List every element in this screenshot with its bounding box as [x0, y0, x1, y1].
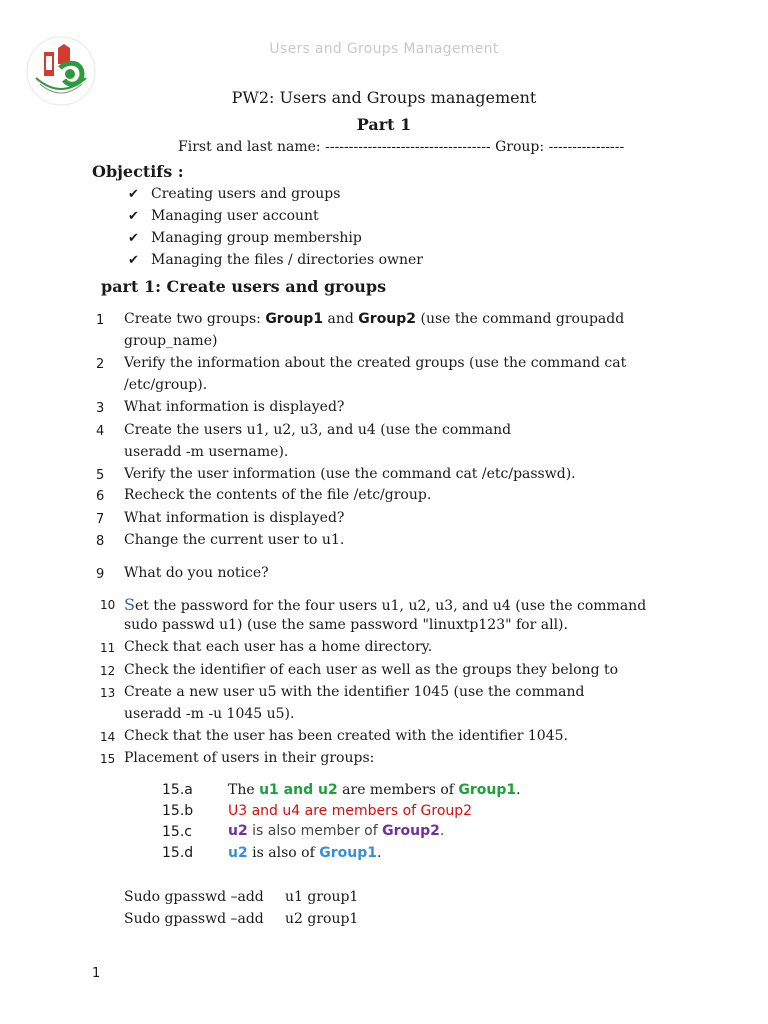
- step-text-cont: sudo passwd u1) (use the same password "linuxtp123" for all).: [124, 617, 568, 633]
- step-text: Set the password for the four users u1, u2, u3, and u4 (use the command: [124, 595, 647, 614]
- substep-text: u2 is also member of Group2.: [228, 823, 445, 839]
- page-header-title: Users and Groups Management: [269, 41, 499, 57]
- step-text: What information is displayed?: [124, 399, 345, 415]
- step-number: 12: [100, 664, 116, 678]
- step-text: What do you notice?: [124, 565, 269, 581]
- step-number: 6: [96, 489, 105, 504]
- objective-item: [128, 186, 340, 202]
- step-number: 13: [100, 686, 116, 700]
- step-text-cont: useradd -m username).: [124, 444, 289, 460]
- step-number: 15: [100, 752, 116, 766]
- objective-item: [128, 230, 362, 246]
- checkmark-icon: ✔: [128, 253, 139, 268]
- step-number: 14: [100, 730, 116, 744]
- objective-item: [128, 208, 319, 224]
- substep-number: 15.c: [162, 824, 192, 840]
- step-number: 3: [96, 401, 105, 416]
- step-number: 11: [100, 641, 116, 655]
- checkmark-icon: ✔: [128, 209, 139, 224]
- objectifs-heading: Objectifs :: [92, 162, 184, 181]
- command-line: Sudo gpasswd –add u2 group1: [124, 911, 359, 927]
- step-text: Verify the user information (use the command cat /etc/passwd).: [124, 466, 576, 482]
- objective-text: Managing user account: [151, 208, 319, 224]
- step-number: 7: [96, 512, 105, 527]
- section-heading: part 1: Create users and groups: [101, 277, 387, 296]
- substep-text: U3 and u4 are members of Group2: [228, 803, 473, 819]
- step-text-cont: /etc/group).: [124, 377, 208, 393]
- part-label: Part 1: [356, 115, 412, 134]
- step-text: Create a new user u5 with the identifier 1045 (use the command: [124, 684, 585, 700]
- step-number: 8: [96, 534, 105, 549]
- step-number: 4: [96, 424, 105, 439]
- step-text: Change the current user to u1.: [124, 532, 345, 548]
- step-text: What information is displayed?: [124, 510, 345, 526]
- substep-text: The u1 and u2 are members of Group1.: [228, 782, 521, 798]
- objective-text: Managing the files / directories owner: [151, 252, 424, 268]
- step-text: Recheck the contents of the file /etc/group.: [124, 487, 432, 503]
- step-text: Create the users u1, u2, u3, and u4 (use the command: [124, 422, 512, 438]
- substep-number: 15.d: [162, 845, 194, 861]
- step-number: 9: [96, 567, 105, 582]
- checkmark-icon: ✔: [128, 231, 139, 246]
- step-text-cont: group_name): [124, 333, 218, 349]
- objective-item: [128, 252, 423, 268]
- substep-text: u2 is also of Group1.: [228, 845, 382, 861]
- page-number: 1: [92, 966, 101, 981]
- command-line: Sudo gpasswd –add u1 group1: [124, 889, 359, 905]
- step-text: Create two groups: Group1 and Group2 (use the command groupadd: [124, 311, 625, 327]
- step-number: 2: [96, 357, 105, 372]
- step-number: 5: [96, 468, 105, 483]
- step-text: Check the identifier of each user as well as the groups they belong to: [124, 662, 619, 678]
- checkmark-icon: ✔: [128, 187, 139, 202]
- step-text: Check that each user has a home directory.: [124, 639, 433, 655]
- document-title: PW2: Users and Groups management: [231, 88, 537, 107]
- step-text-cont: useradd -m -u 1045 u5).: [124, 706, 295, 722]
- objective-text: Creating users and groups: [151, 186, 341, 202]
- step-text: Check that the user has been created with the identifier 1045.: [124, 728, 568, 744]
- step-number: 10: [100, 598, 116, 612]
- step-text: Placement of users in their groups:: [124, 750, 375, 766]
- substep-number: 15.a: [162, 782, 193, 798]
- step-number: 1: [96, 313, 105, 328]
- substep-number: 15.b: [162, 803, 194, 819]
- step-text: Verify the information about the created groups (use the command cat: [124, 355, 627, 371]
- name-group-line: First and last name: ----------------------------------- Group: ----------------: [178, 139, 625, 155]
- objective-text: Managing group membership: [151, 230, 362, 246]
